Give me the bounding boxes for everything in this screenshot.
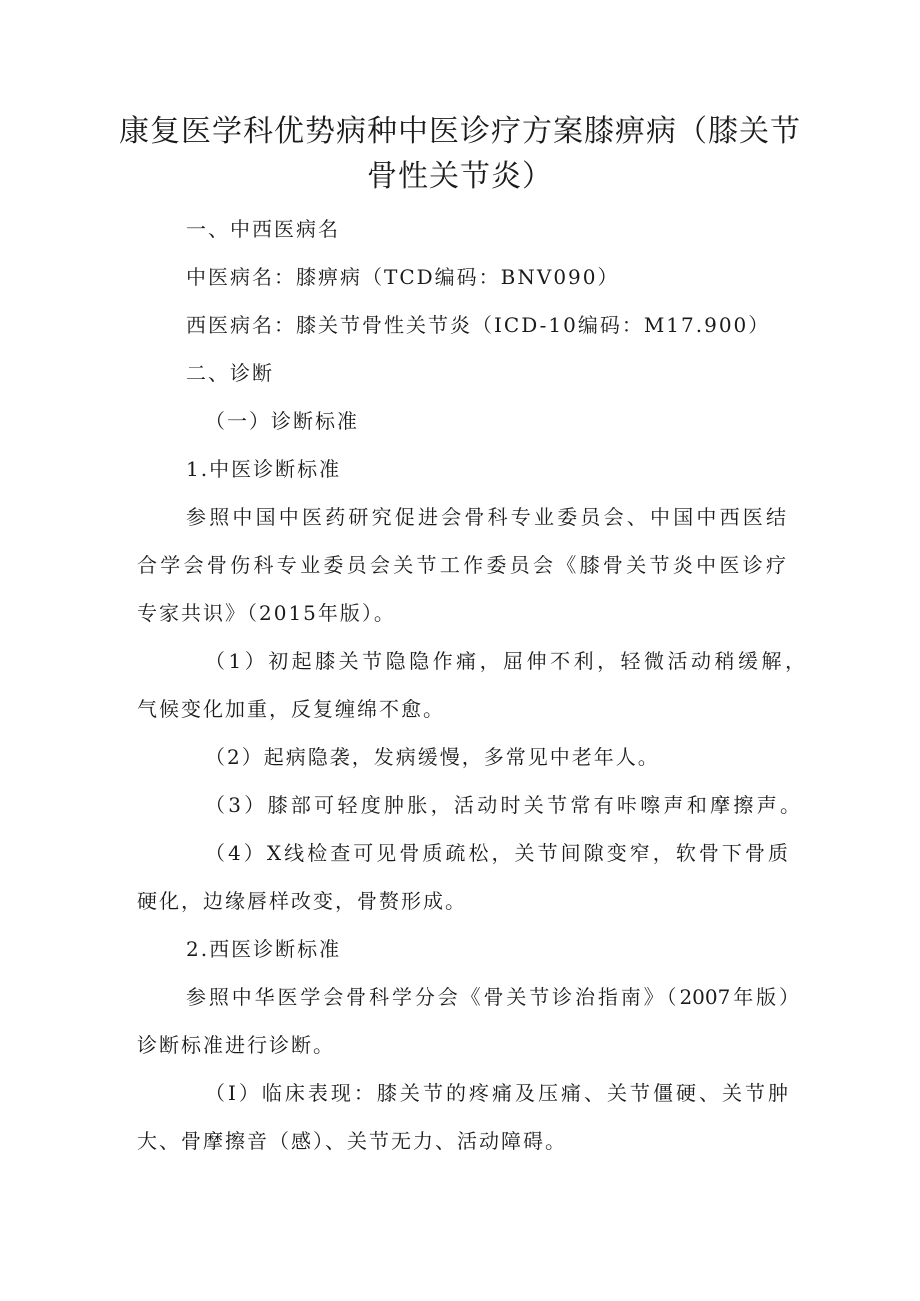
criterion-item-4-cont: 硬化，边缘唇样改变，骨赘形成。 xyxy=(137,889,467,913)
criterion-item-4: （4）X线检查可见骨质疏松，关节间隙变窄，软骨下骨质 xyxy=(205,841,788,865)
criterion-item-1: （1）初起膝关节隐隐作痛，屈伸不利，轻微活动稍缓解， xyxy=(205,649,805,673)
criterion-item-2: （2）起病隐袭，发病缓慢，多常见中老年人。 xyxy=(205,745,660,769)
clinical-manifestation-item-cont: 大、骨摩擦音（感）、关节无力、活动障碍。 xyxy=(137,1129,567,1153)
clinical-manifestation-item: （I）临床表现：膝关节的疼痛及压痛、关节僵硬、关节肿 xyxy=(205,1081,788,1105)
subsection-heading-criteria: （一）诊断标准 xyxy=(205,409,359,433)
document-title-line-2: 骨性关节炎） xyxy=(367,159,553,194)
section-heading-diagnosis: 二、诊断 xyxy=(186,361,274,385)
paragraph-line: 合学会骨伤科专业委员会关节工作委员会《膝骨关节炎中医诊疗 xyxy=(137,553,786,577)
paragraph-line: 专家共识》（2015年版）。 xyxy=(137,601,396,625)
document-title-line-1: 康复医学科优势病种中医诊疗方案膝痹病（膝关节 xyxy=(119,114,801,149)
heading-western-criteria: 2.西医诊断标准 xyxy=(186,937,342,961)
paragraph-line: 参照中国中医药研究促进会骨科专业委员会、中国中西医结 xyxy=(186,505,786,529)
criterion-item-1-cont: 气候变化加重，反复缠绵不愈。 xyxy=(137,697,445,721)
paragraph-line: 参照中华医学会骨科学分会《骨关节诊治指南》（2007年版） xyxy=(186,985,799,1009)
tcm-disease-name: 中医病名：膝痹病（TCD编码：BNV090） xyxy=(186,265,620,289)
heading-tcm-criteria: 1.中医诊断标准 xyxy=(186,457,342,481)
criterion-item-3: （3）膝部可轻度肿胀，活动时关节常有咔嚓声和摩擦声。 xyxy=(205,793,800,817)
western-disease-name: 西医病名：膝关节骨性关节炎（ICD-10编码：M17.900） xyxy=(186,313,771,337)
section-heading-names: 一、中西医病名 xyxy=(186,217,340,241)
paragraph-line: 诊断标准进行诊断。 xyxy=(137,1033,335,1057)
